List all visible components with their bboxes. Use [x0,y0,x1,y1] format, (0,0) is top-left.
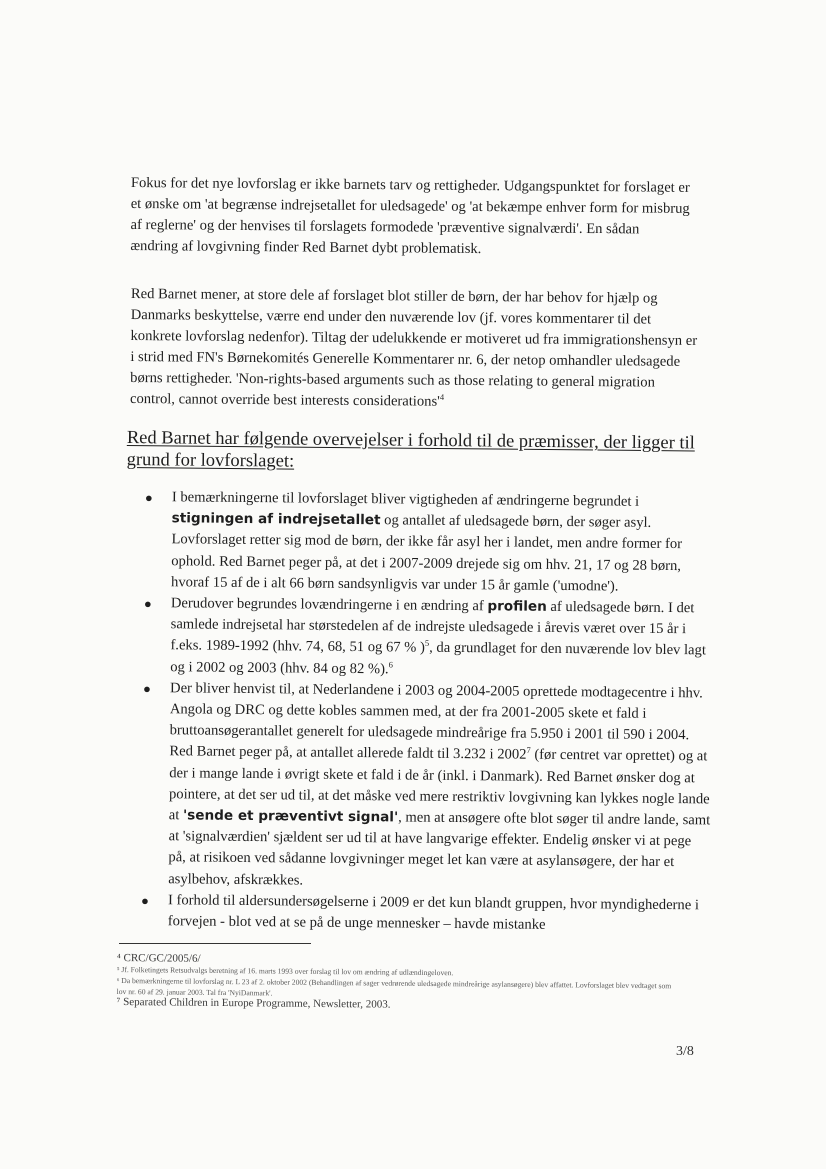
bullet-text: (før centret var oprettet) og at der i mange lande i øvrigt skete et fald i de år (inkl. i Danmark). Red Barnet ønsker dog at pointere, at det ser ud til, at det måske ved mere restriktiv lovgivning kan lykkes nogle lande at [168,747,710,824]
bullet-item-nederlandene [141,678,713,895]
bullet-icon: ● [143,596,152,612]
bullet-item-indrejsetal [144,487,715,598]
bullet-text: Der bliver henvist til, at Nederlandene i 2003 og 2004-2005 oprettede modtagecentre i hhv. Angola og DRC og dette kobles sammen med, at der fra 2001-2005 skete et fald i bruttoansøgerantallet generelt for uledsagede mindreårige fra 5.950 i 2001 til 590 i 2004. Red Barnet peger på, at antallet allerede faldt til 3.232 i 2002 [169,680,703,764]
paragraph-focus: Fokus for det nye lovforslag er ikke barnets tarv og rettigheder. Udgangspunktet for forslaget er et ønske om 'at begrænse indrejsetallet for uledsagede' og 'at bekæmpe enhver form for misbrug af reglerne' og der henvises til forslagets formodede 'præventive signalværdi'. En sådan ændring af lovgivning finder Red Barnet dybt problematisk. [130,174,690,258]
paragraph-text: Red Barnet mener, at store dele af forslaget blot stiller de børn, der har behov for hjælp og Danmarks beskyttelse, værre end under den nuværende lov (jf. vores kommentarer til det konkrete lovforslag nedenfor). Tiltag der udelukkende er motiveret ud fra immigrationshensyn er i strid med FN's Børnekomités Generelle Kommentarer nr. 6, der netop omhandler uledsagede børns rettigheder. 'Non-rights-based arguments such as those relating to general migration control, cannot override best interests considerations' [129,285,698,410]
bold-phrase: profilen [487,598,547,615]
bullet-icon: ● [142,680,151,696]
section-heading: Red Barnet har følgende overvejelser i forhold til de præmisser, der ligger til grund for lovforslaget: [126,427,695,472]
footnote-4: ⁴ CRC/GC/2005/6/ [116,952,201,965]
bullet-text: I forhold til aldersundersøgelserne i 2009 er det kun blandt gruppen, hvor myndighederne i forvejen - blot ved at se på de unge mennesker – havde mistanke [167,892,700,933]
footnote-ref-4: 4 [439,391,445,402]
page-number: 3/8 [676,1044,694,1059]
footnote-ref-5: 5 [424,638,430,649]
footnote-ref-6: 6 [388,659,393,670]
footnotes [116,953,677,1013]
bullet-item-profilen [143,593,714,683]
paragraph-red-barnet-mener [130,284,701,415]
footnote-6: ⁶ Da bemærkningerne til lovforslag nr. L 23 af 2. oktober 2002 (Behandlingen af sager vedrørende uledsagede mindreårige asylansøgere) blev affattet. Lovforslaget blev vedtaget som lov nr. 60 af 29. januar 2003. Tal fra 'NyiDanmark'. [116,975,672,998]
footnote-ref-7: 7 [526,745,531,756]
bullet-text: og antallet af uledsagede børn, der søger asyl. Lovforslaget retter sig mod de børn, der ikke får asyl her i landet, men andre former for ophold. Red Barnet peger på, at det i 2007-2009 drejede sig om hhv. 21, 17 og 28 børn, hvoraf 15 af de i alt 66 børn sandsynligvis var under 15 år gamle ('umodne'). [171,512,683,595]
footnote-divider [119,943,311,944]
footnote-5: ⁵ Jf. Folketingets Retsudvalgs beretning af 16. marts 1993 over forslag til lov om ændring af udlændingeloven. [116,964,454,978]
bold-phrase: stigningen af indrejsetallet [171,510,381,529]
footnote-7: ⁷ Separated Children in Europe Programme, Newsletter, 2003. [116,995,391,1011]
bullet-icon: ● [140,892,149,908]
bullet-text: I bemærkningerne til lovforslaget bliver vigtigheden af ændringerne begrundet i [171,489,640,510]
bullet-text: Derudover begrundes lovændringerne i en ændring af [170,595,488,615]
bullet-item-aldersundersoegelser [141,890,711,938]
bold-phrase: 'sende et præventivt signal' [182,807,399,826]
bullet-text: af uledsagede børn. I det samlede indrejsetal har størstedelen af de indrejste uledsagede i årevis været over 15 år i f.eks. 1989-1992 (hhv. 74, 68, 51 og 67 % ) [170,598,695,657]
bullet-list [141,487,715,938]
bullet-text: , da grundlaget for den nuværende lov blev lagt og i 2002 og 2003 (hhv. 84 og 82 %). [170,640,706,677]
bullet-icon: ● [144,489,153,506]
bullet-text: , men at ansøgere ofte blot søger til andre lande, samt at 'signalværdien' sjældent ser ud til at have langvarige effekter. Endelig ønsker vi at pege på, at risikoen ved sådanne lovgivninger meget let kan være at asylansøgere, der har et asylbehov, afskrækkes. [168,809,711,889]
